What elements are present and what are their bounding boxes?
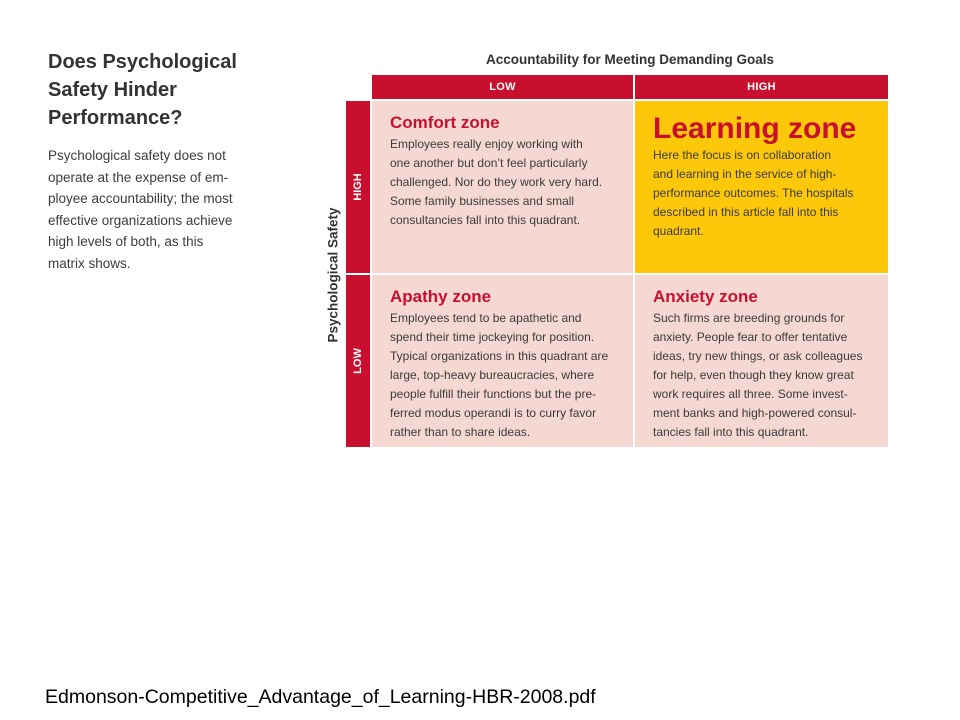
y-axis-title-text: Psychological Safety bbox=[325, 207, 341, 343]
source-filename: Edmonson-Competitive_Advantage_of_Learning-HBR-2008.pdf bbox=[45, 686, 596, 708]
anxiety-zone-cell bbox=[635, 275, 888, 447]
sidebar-title: Does Psychological Safety Hinder Performance? bbox=[48, 51, 237, 129]
learning-zone-cell bbox=[635, 101, 888, 273]
anxiety-zone-text: Such firms are breeding grounds for anxiety. People fear to offer tentative ideas, try new things, or ask colleagues for help, even though they know great work requires all three. Some invest- ment banks and high-powered consul- tancies fall into this quadrant. bbox=[653, 311, 863, 439]
row-header-low-label: LOW bbox=[352, 348, 364, 374]
learning-zone-title: Learning zone bbox=[653, 112, 857, 145]
apathy-zone-text: Employees tend to be apathetic and spend their time jockeying for position. Typical organizations in this quadrant are large, top-heavy bureaucracies, where people fulfill their functions but the pre- ferred modus operandi is to curry favor rather than to share ideas. bbox=[390, 311, 609, 439]
column-header-high: HIGH bbox=[635, 75, 888, 99]
row-header-low bbox=[346, 275, 370, 447]
row-header-high bbox=[346, 101, 370, 273]
column-header-low: LOW bbox=[372, 75, 633, 99]
comfort-zone-title: Comfort zone bbox=[390, 113, 500, 132]
apathy-zone-title: Apathy zone bbox=[390, 287, 492, 306]
x-axis-title: Accountability for Meeting Demanding Goals bbox=[485, 52, 775, 67]
sidebar-description: Psychological safety does not operate at the expense of em- ployee accountability; the most effective organizations achieve high levels of both, as this matrix shows. bbox=[48, 148, 233, 271]
learning-zone-text: Here the focus is on collaboration and learning in the service of high- performance outcomes. The hospitals described in this article fall into this quadrant. bbox=[653, 148, 854, 238]
apathy-zone-cell bbox=[372, 275, 633, 447]
comfort-zone-cell bbox=[372, 101, 633, 273]
comfort-zone-text: Employees really enjoy working with one another but don’t feel particularly challenged. Nor do they work very hard. Some family businesses and small consultancies fall into this quadrant. bbox=[390, 137, 603, 227]
anxiety-zone-title: Anxiety zone bbox=[653, 287, 758, 306]
row-header-high-label: HIGH bbox=[352, 173, 364, 201]
